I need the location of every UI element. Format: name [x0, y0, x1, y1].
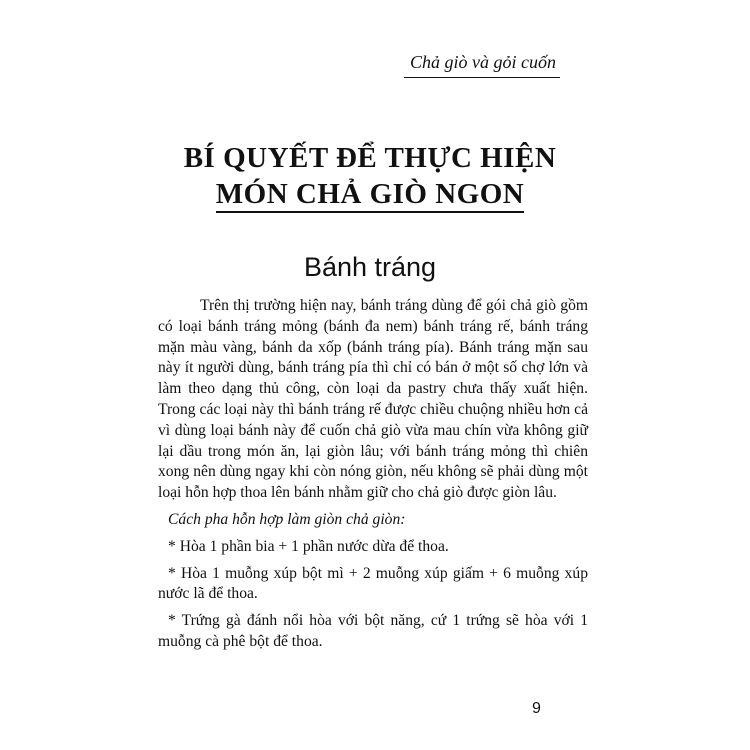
chapter-title-line2: MÓN CHẢ GIÒ NGON	[216, 178, 524, 213]
method-title: Cách pha hỗn hợp làm giòn chả giòn:	[168, 510, 406, 528]
list-item: * Hòa 1 muỗng xúp bột mì + 2 muỗng xúp giấm + 6 muỗng xúp nước lã để thoa.	[158, 564, 588, 603]
page-number: 9	[532, 700, 541, 717]
running-head: Chả giò và gỏi cuốn	[410, 52, 556, 72]
list-item: * Trứng gà đánh nổi hòa với bột năng, cứ 1 trứng sẽ hòa với 1 muỗng cà phê bột để thoa.	[158, 612, 588, 650]
body-text	[158, 296, 588, 653]
main-paragraph: Trên thị trường hiện nay, bánh tráng dùng để gói chả giò gồm có loại bánh tráng mỏng (bánh đa nem) bánh tráng rế, bánh tráng mặn màu vàng, bánh da xốp (bánh tráng pía). Bánh tráng mặn sau này ít người dùng, bánh tráng pía thì chỉ có bán ở một số chợ lớn và làm theo dạng thủ công, còn loại da pastry chưa thấy xuất hiện. Trong các loại này thì bánh tráng rế được chiều chuộng nhiều hơn cả vì dùng loại bánh này để cuốn chả giò vừa mau chín vừa không giữ lại dầu trong món ăn, lại giòn lâu; với bánh tráng mỏng thì chiên xong nên dùng ngay khi còn nóng giòn, nếu không sẽ phải dùng một loại hỗn hợp thoa lên bánh nhằm giữ cho chả giò được giòn lâu.	[158, 297, 588, 502]
chapter-title	[150, 140, 590, 213]
section-heading: Bánh tráng	[303, 252, 437, 282]
chapter-title-line1: BÍ QUYẾT ĐỂ THỰC HIỆN	[183, 142, 557, 174]
list-item: * Hòa 1 phần bia + 1 phần nước dừa để thoa.	[168, 537, 449, 555]
running-head-rule	[404, 77, 560, 78]
